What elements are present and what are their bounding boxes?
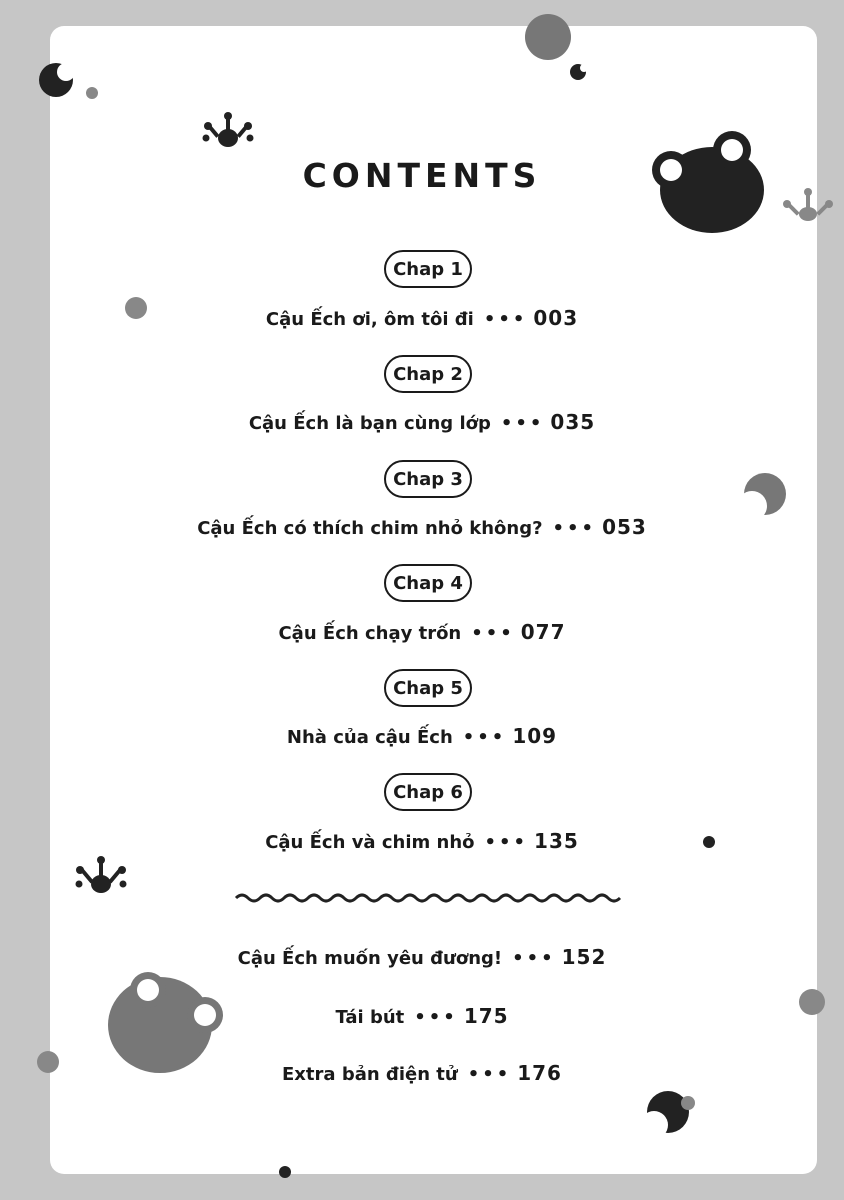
toc-entry-page: 176 — [517, 1061, 562, 1085]
toc-entry-page: 053 — [602, 515, 647, 539]
toc-entry-title: Tái bút — [335, 1007, 405, 1028]
leader-dots: ••• — [483, 309, 528, 330]
toc-entry-title: Cậu Ếch ơi, ôm tôi đi — [265, 309, 474, 330]
leader-dots: ••• — [414, 1007, 458, 1028]
toc-entry-title: Nhà của cậu Ếch — [286, 727, 453, 748]
toc-entry-page: 109 — [512, 724, 558, 748]
chapter-badge: Chap 1 — [384, 250, 472, 288]
gray-dot-icon — [525, 14, 571, 60]
leader-dots: ••• — [500, 413, 545, 434]
toc-entry — [0, 829, 844, 853]
leader-dots: ••• — [484, 832, 529, 853]
toc-entry-title: Cậu Ếch muốn yêu đương! — [237, 948, 503, 969]
chapter-badge: Chap 3 — [384, 460, 472, 498]
toc-entry-title: Cậu Ếch có thích chim nhỏ không? — [197, 518, 543, 539]
crescent-icon — [737, 473, 786, 521]
toc-entry — [0, 620, 844, 644]
toc-entry-page: 152 — [561, 945, 607, 969]
toc-entry-title: Cậu Ếch chạy trốn — [278, 623, 462, 644]
crescent-icon — [39, 63, 75, 97]
toc-entry-page: 003 — [533, 306, 579, 330]
toc-entry-page: 077 — [520, 620, 566, 644]
wavy-divider — [236, 895, 620, 901]
toc-entry-page: 035 — [550, 410, 596, 434]
toc-entry — [0, 306, 844, 330]
crescent-icon — [570, 64, 588, 80]
toc-entry — [0, 515, 844, 539]
small-dot-icon — [86, 87, 98, 99]
chapter-badge: Chap 2 — [384, 355, 472, 393]
leader-dots: ••• — [467, 1064, 512, 1085]
toc-entry — [0, 945, 844, 969]
frog-foot-icon — [76, 856, 127, 893]
toc-entry — [0, 1004, 844, 1028]
toc-entry-title: Cậu Ếch và chim nhỏ — [265, 832, 475, 853]
toc-entry-page: 135 — [534, 829, 579, 853]
leader-dots: ••• — [471, 623, 515, 644]
toc-entry — [0, 724, 844, 748]
small-dot-icon — [681, 1096, 695, 1110]
toc-entry-title: Cậu Ếch là bạn cùng lớp — [248, 413, 491, 434]
leader-dots: ••• — [512, 948, 556, 969]
toc-entry-page: 175 — [463, 1004, 509, 1028]
toc-entry-title: Extra bản điện tử — [282, 1064, 458, 1085]
toc-entry — [0, 410, 844, 434]
chapter-badge: Chap 6 — [384, 773, 472, 811]
crescent-icon — [640, 1091, 689, 1139]
leader-dots: ••• — [552, 518, 597, 539]
toc-entry — [0, 1061, 844, 1085]
chapter-badge: Chap 4 — [384, 564, 472, 602]
chapter-badge: Chap 5 — [384, 669, 472, 707]
small-dot-icon — [279, 1166, 291, 1178]
frog-foot-icon — [203, 112, 254, 147]
leader-dots: ••• — [462, 727, 507, 748]
page-title: CONTENTS — [302, 156, 542, 195]
